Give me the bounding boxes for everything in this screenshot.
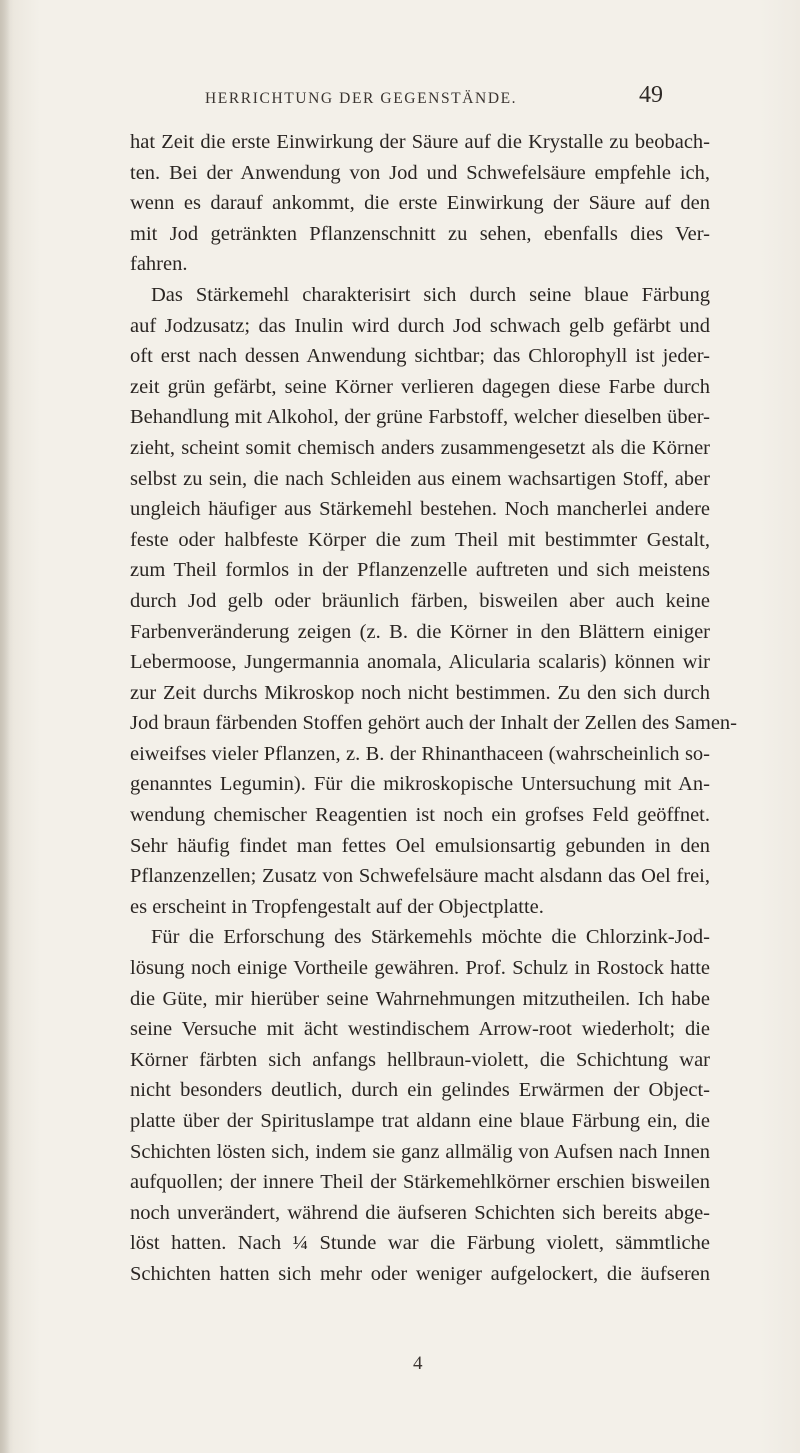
text-line: zieht, scheint somit chemisch anders zusammengesetzt als die Körner xyxy=(130,436,710,459)
text-line: Farbenveränderung zeigen (z. B. die Körner in den Blättern einiger xyxy=(130,620,710,643)
text-line: die Güte, mir hierüber seine Wahrnehmungen mitzutheilen. Ich habe xyxy=(130,987,710,1010)
text-line: Behandlung mit Alkohol, der grüne Farbstoff, welcher dieselben über- xyxy=(130,406,710,429)
text-line: lösung noch einige Vortheile gewähren. Prof. Schulz in Rostock hatte xyxy=(130,957,710,980)
text-line: noch unverändert, während die äufseren Schichten sich bereits abge- xyxy=(130,1201,710,1224)
text-line: oft erst nach dessen Anwendung sichtbar; das Chlorophyll ist jeder- xyxy=(130,345,710,368)
spine-shadow xyxy=(0,0,10,1453)
text-line: zur Zeit durchs Mikroskop noch nicht bestimmen. Zu den sich durch xyxy=(130,681,710,704)
text-line: zeit grün gefärbt, seine Körner verlieren dagegen diese Farbe durch xyxy=(130,375,710,398)
text-line: hat Zeit die erste Einwirkung der Säure auf die Krystalle zu beobach- xyxy=(130,131,710,153)
signature-mark: 4 xyxy=(413,1353,423,1374)
text-line: eiweifses vieler Pflanzen, z. B. der Rhinanthaceen (wahrscheinlich so- xyxy=(130,742,710,765)
text-line: Für die Erforschung des Stärkemehls möchte die Chlorzink-Jod- xyxy=(151,926,710,949)
text-line: platte über der Spirituslampe trat aldann eine blaue Färbung ein, die xyxy=(130,1110,710,1132)
text-line: ten. Bei der Anwendung von Jod und Schwefelsäure empfehle ich, xyxy=(130,161,710,184)
text-line: selbst zu sein, die nach Schleiden aus einem wachsartigen Stoff, aber xyxy=(130,467,710,490)
text-line: zum Theil formlos in der Pflanzenzelle auftreten und sich meistens xyxy=(130,559,710,582)
text-line: fahren. xyxy=(130,253,188,276)
body-text xyxy=(130,127,738,1290)
text-line: mit Jod getränkten Pflanzenschnitt zu sehen, ebenfalls dies Ver- xyxy=(130,222,710,245)
text-line: wendung chemischer Reagentien ist noch ein grofses Feld geöffnet. xyxy=(130,804,710,827)
text-line: Jod braun färbenden Stoffen gehört auch der Inhalt der Zellen des Samen- xyxy=(130,712,738,735)
text-line: genanntes Legumin). Für die mikroskopische Untersuchung mit An- xyxy=(130,773,710,796)
text-line: Schichten lösten sich, indem sie ganz allmälig von Aufsen nach Innen xyxy=(130,1140,710,1163)
text-line: auf Jodzusatz; das Inulin wird durch Jod schwach gelb gefärbt und xyxy=(130,314,710,337)
text-line: wenn es darauf ankommt, die erste Einwirkung der Säure auf den xyxy=(130,192,710,215)
text-line: Schichten hatten sich mehr oder weniger aufgelockert, die äufseren xyxy=(130,1262,710,1285)
page-number: 49 xyxy=(639,82,663,108)
text-line: ungleich häufiger aus Stärkemehl bestehen. Noch mancherlei andere xyxy=(130,498,710,521)
text-line: Sehr häufig findet man fettes Oel emulsionsartig gebunden in den xyxy=(130,834,710,857)
text-line: durch Jod gelb oder bräunlich färben, bisweilen aber auch keine xyxy=(130,589,710,612)
text-line: löst hatten. Nach ¼ Stunde war die Färbung violett, sämmtliche xyxy=(130,1232,710,1255)
text-line: seine Versuche mit ächt westindischem Arrow-root wiederholt; die xyxy=(130,1018,710,1041)
running-head: HERRICHTUNG DER GEGENSTÄNDE. xyxy=(205,90,518,107)
text-line: es erscheint in Tropfengestalt auf der Objectplatte. xyxy=(130,895,544,918)
text-line: Pflanzenzellen; Zusatz von Schwefelsäure macht alsdann das Oel frei, xyxy=(130,865,710,888)
text-line: aufquollen; der innere Theil der Stärkemehlkörner erschien bisweilen xyxy=(130,1171,710,1194)
text-line: Lebermoose, Jungermannia anomala, Alicularia scalaris) können wir xyxy=(130,651,710,674)
text-line: nicht besonders deutlich, durch ein gelindes Erwärmen der Object- xyxy=(130,1079,710,1102)
text-line: Das Stärkemehl charakterisirt sich durch seine blaue Färbung xyxy=(151,283,710,306)
text-line: Körner färbten sich anfangs hellbraun-violett, die Schichtung war xyxy=(130,1048,710,1071)
text-line: feste oder halbfeste Körper die zum Theil mit bestimmter Gestalt, xyxy=(130,528,710,551)
